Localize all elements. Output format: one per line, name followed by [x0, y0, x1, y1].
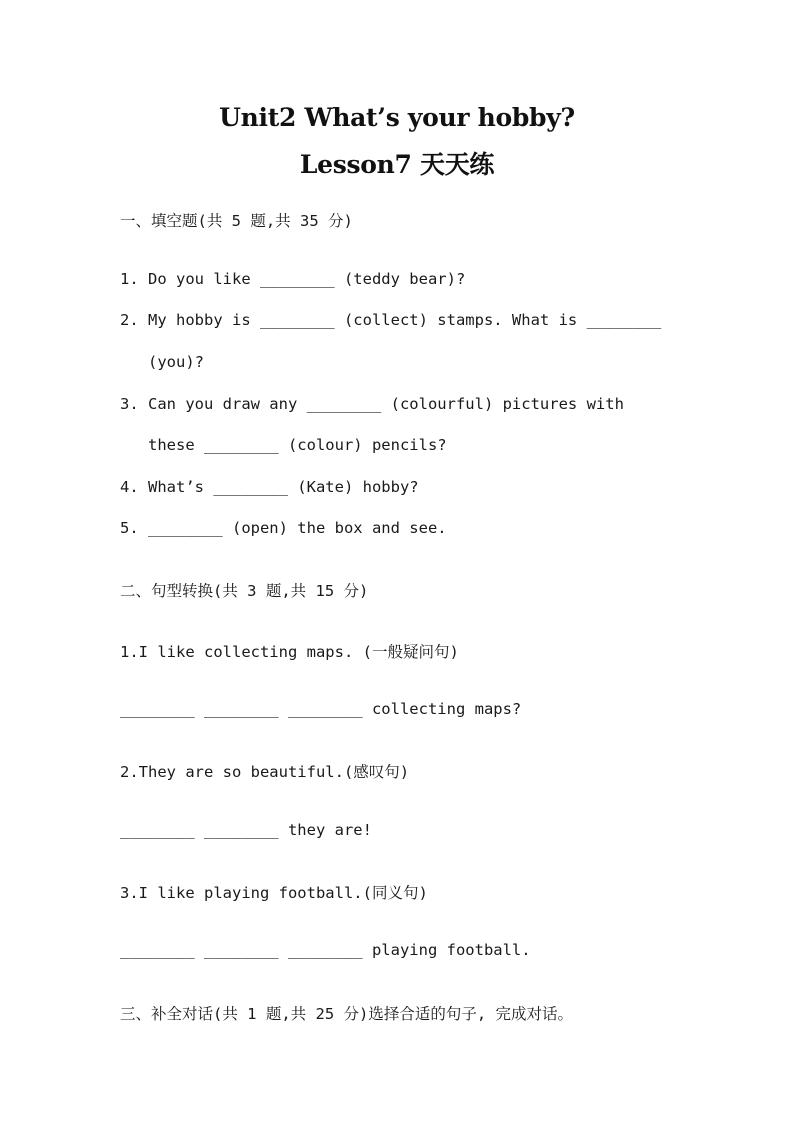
fill-blank-question-3: 3. Can you draw any ________ (colourful) pictures with: [120, 395, 624, 413]
section2-heading: 二、句型转换(共 3 题,共 15 分): [120, 582, 369, 600]
fill-blank-question-1: 1. Do you like ________ (teddy bear)?: [120, 270, 466, 288]
transform-answer-3: ________ ________ ________ playing football.: [120, 941, 531, 959]
section1-heading: 一、填空题(共 5 题,共 35 分): [120, 212, 353, 230]
transform-question-3: 3.I like playing football.(同义句): [120, 884, 428, 902]
transform-question-1: 1.I like collecting maps. (一般疑问句): [120, 643, 459, 661]
document-title: Unit2 What’s your hobby?: [219, 103, 575, 132]
transform-answer-1: ________ ________ ________ collecting maps?: [120, 700, 522, 718]
section3-heading: 三、补全对话(共 1 题,共 25 分)选择合适的句子, 完成对话。: [120, 1005, 573, 1023]
fill-blank-question-2-cont: (you)?: [148, 353, 204, 371]
transform-question-2: 2.They are so beautiful.(感叹句): [120, 763, 410, 781]
fill-blank-question-2: 2. My hobby is ________ (collect) stamps. What is ________: [120, 311, 662, 329]
transform-answer-2: ________ ________ they are!: [120, 821, 372, 839]
lesson-subtitle: Lesson7 天天练: [299, 150, 495, 179]
fill-blank-question-4: 4. What’s ________ (Kate) hobby?: [120, 478, 419, 496]
fill-blank-question-5: 5. ________ (open) the box and see.: [120, 519, 447, 537]
fill-blank-question-3-cont: these ________ (colour) pencils?: [148, 436, 447, 454]
